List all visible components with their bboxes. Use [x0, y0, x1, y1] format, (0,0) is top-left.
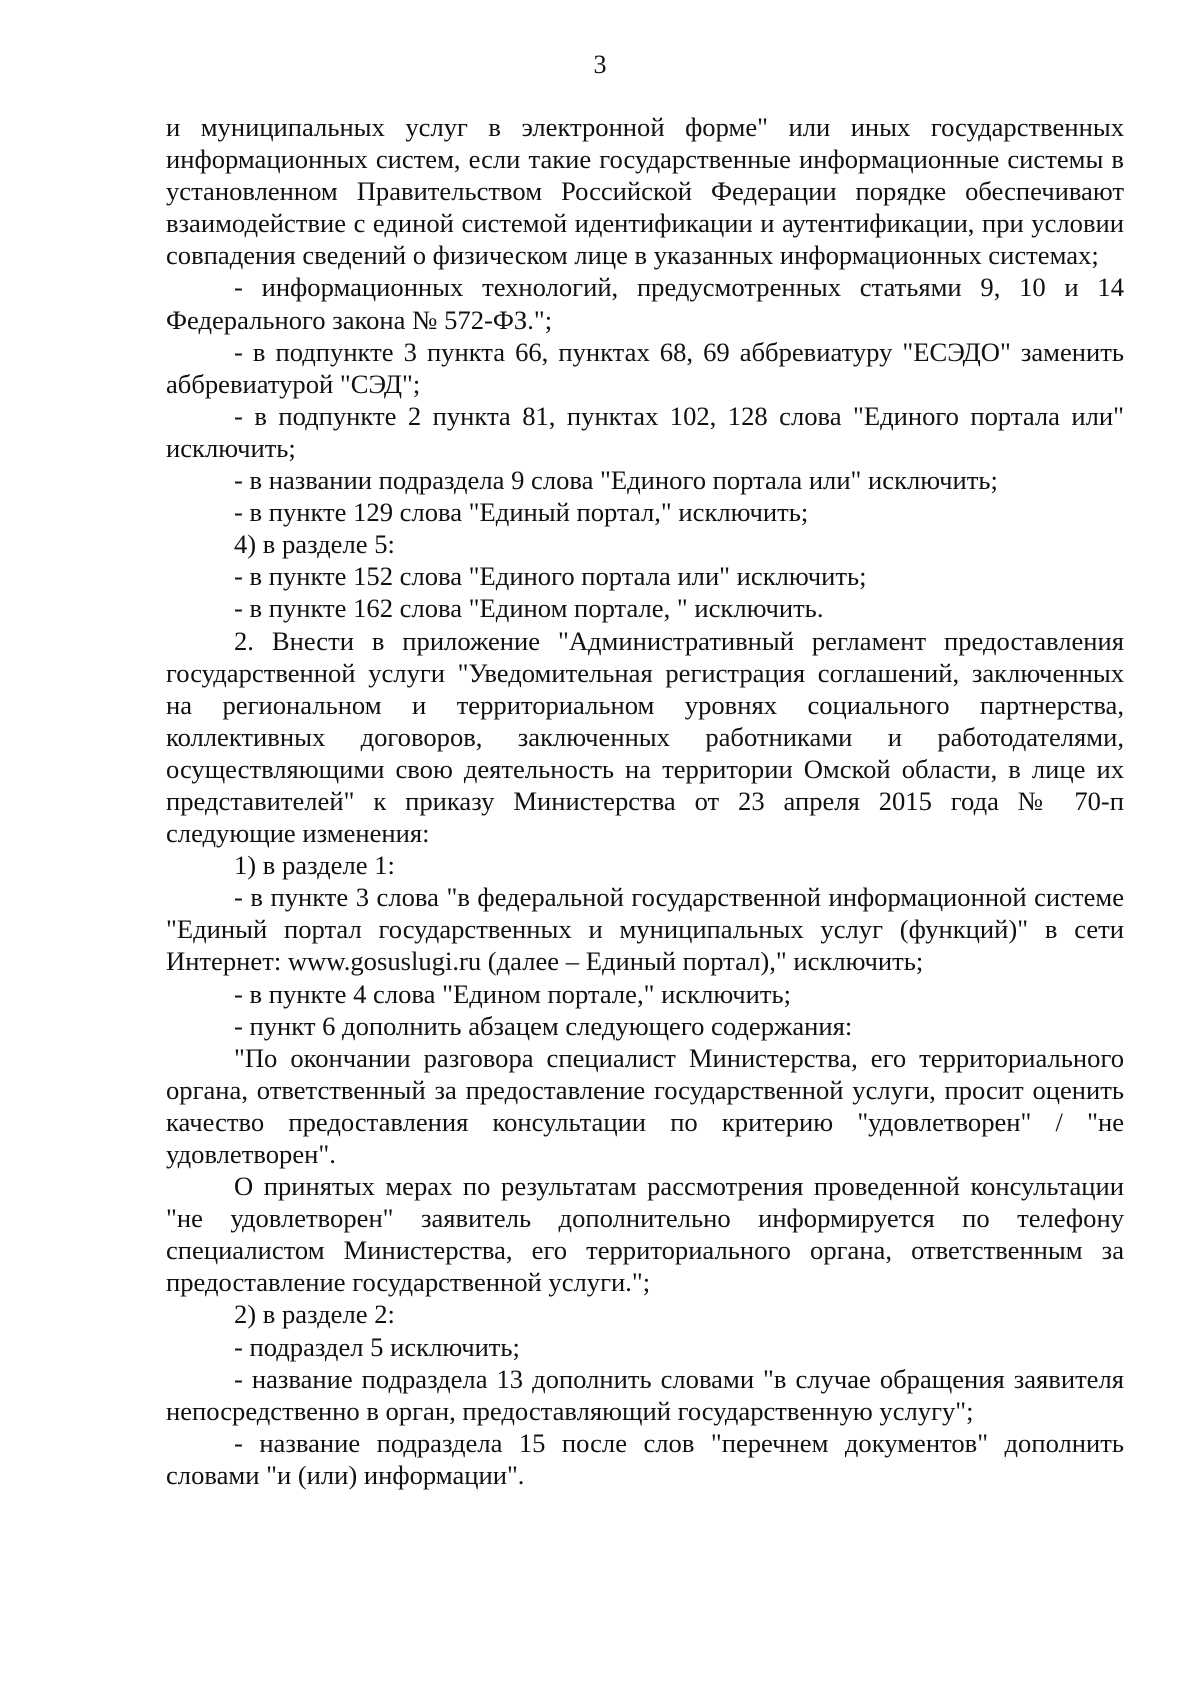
paragraph-information-technologies: - информационных технологий, предусмотренных статьями 9, 10 и 14 Федерального закона № 572-ФЗ.";: [166, 272, 1124, 335]
paragraph-point-129: - в пункте 129 слова "Единый портал," исключить;: [234, 497, 809, 528]
paragraph-subsection-15-title: - название подраздела 15 после слов "перечнем документов" дополнить словами "и (или) информации".: [166, 1427, 1124, 1490]
paragraph-item-2-amendments: 2. Внести в приложение "Административный регламент предоставления государственной услуги "Уведомительная регистрация соглашений, заключенных на региональном и территориальном уровнях социального партнерства, коллективных договоров, заключенных работниками и работодателями, осуществляющими свою деятельность на территории Омской области, в лице их представителей" к приказу Министерства от 23 апреля 2015 года № 70-п следующие изменения:: [166, 625, 1124, 849]
paragraph-point-6: - пункт 6 дополнить абзацем следующего содержания:: [234, 1010, 853, 1041]
paragraph-section-2: 2) в разделе 2:: [234, 1299, 395, 1330]
paragraph-subparagraph-2-point-81: - в подпункте 2 пункта 81, пунктах 102, 128 слова "Единого портала или" исключить;: [166, 400, 1124, 463]
paragraph-subsection-13-title: - название подраздела 13 дополнить словами "в случае обращения заявителя непосредственно в орган, предоставляющий государственную услугу";: [166, 1363, 1124, 1426]
paragraph-continuation: и муниципальных услуг в электронной форме" или иных государственных информационных систем, если такие государственные информационные системы в установленном Правительством Российской Федерации порядке обеспечивают взаимодействие с единой системой идентификации и аутентификации, при условии совпадения сведений о физическом лице в указанных информационных системах;: [166, 112, 1124, 271]
document-body: [166, 111, 1124, 1491]
paragraph-section-1: 1) в разделе 1:: [234, 850, 395, 881]
paragraph-quoted-consultation: "По окончании разговора специалист Министерства, его территориального органа, ответственный за предоставление государственной услуги, просит оценить качество предоставления консультации по критерию "удовлетворен" / "не удовлетворен".: [166, 1042, 1124, 1169]
paragraph-point-162: - в пункте 162 слова "Едином портале, " исключить.: [234, 593, 824, 624]
paragraph-section-5: 4) в разделе 5:: [234, 529, 395, 560]
paragraph-subsection-5: - подраздел 5 исключить;: [234, 1331, 520, 1362]
paragraph-point-4: - в пункте 4 слова "Едином портале," исключить;: [234, 978, 791, 1009]
paragraph-replace-abbreviation: - в подпункте 3 пункта 66, пунктах 68, 69 аббревиатуру "ЕСЭДО" заменить аббревиатурой "СЭД";: [166, 336, 1124, 399]
paragraph-subsection-9-title: - в названии подраздела 9 слова "Единого портала или" исключить;: [234, 465, 998, 496]
page-number: 3: [593, 50, 607, 79]
paragraph-measures-taken: О принятых мерах по результатам рассмотрения проведенной консультации "не удовлетворен" заявитель дополнительно информируется по телефону специалистом Министерства, его территориального органа, ответственным за предоставление государственной услуги.";: [166, 1171, 1124, 1298]
paragraph-point-3: - в пункте 3 слова "в федеральной государственной информационной системе "Единый портал государственных и муниципальных услуг (функций)" в сети Интернет: www.gosuslugi.ru (далее – Единый портал)," исключить;: [166, 882, 1124, 977]
paragraph-point-152: - в пункте 152 слова "Единого портала или" исключить;: [234, 561, 867, 592]
